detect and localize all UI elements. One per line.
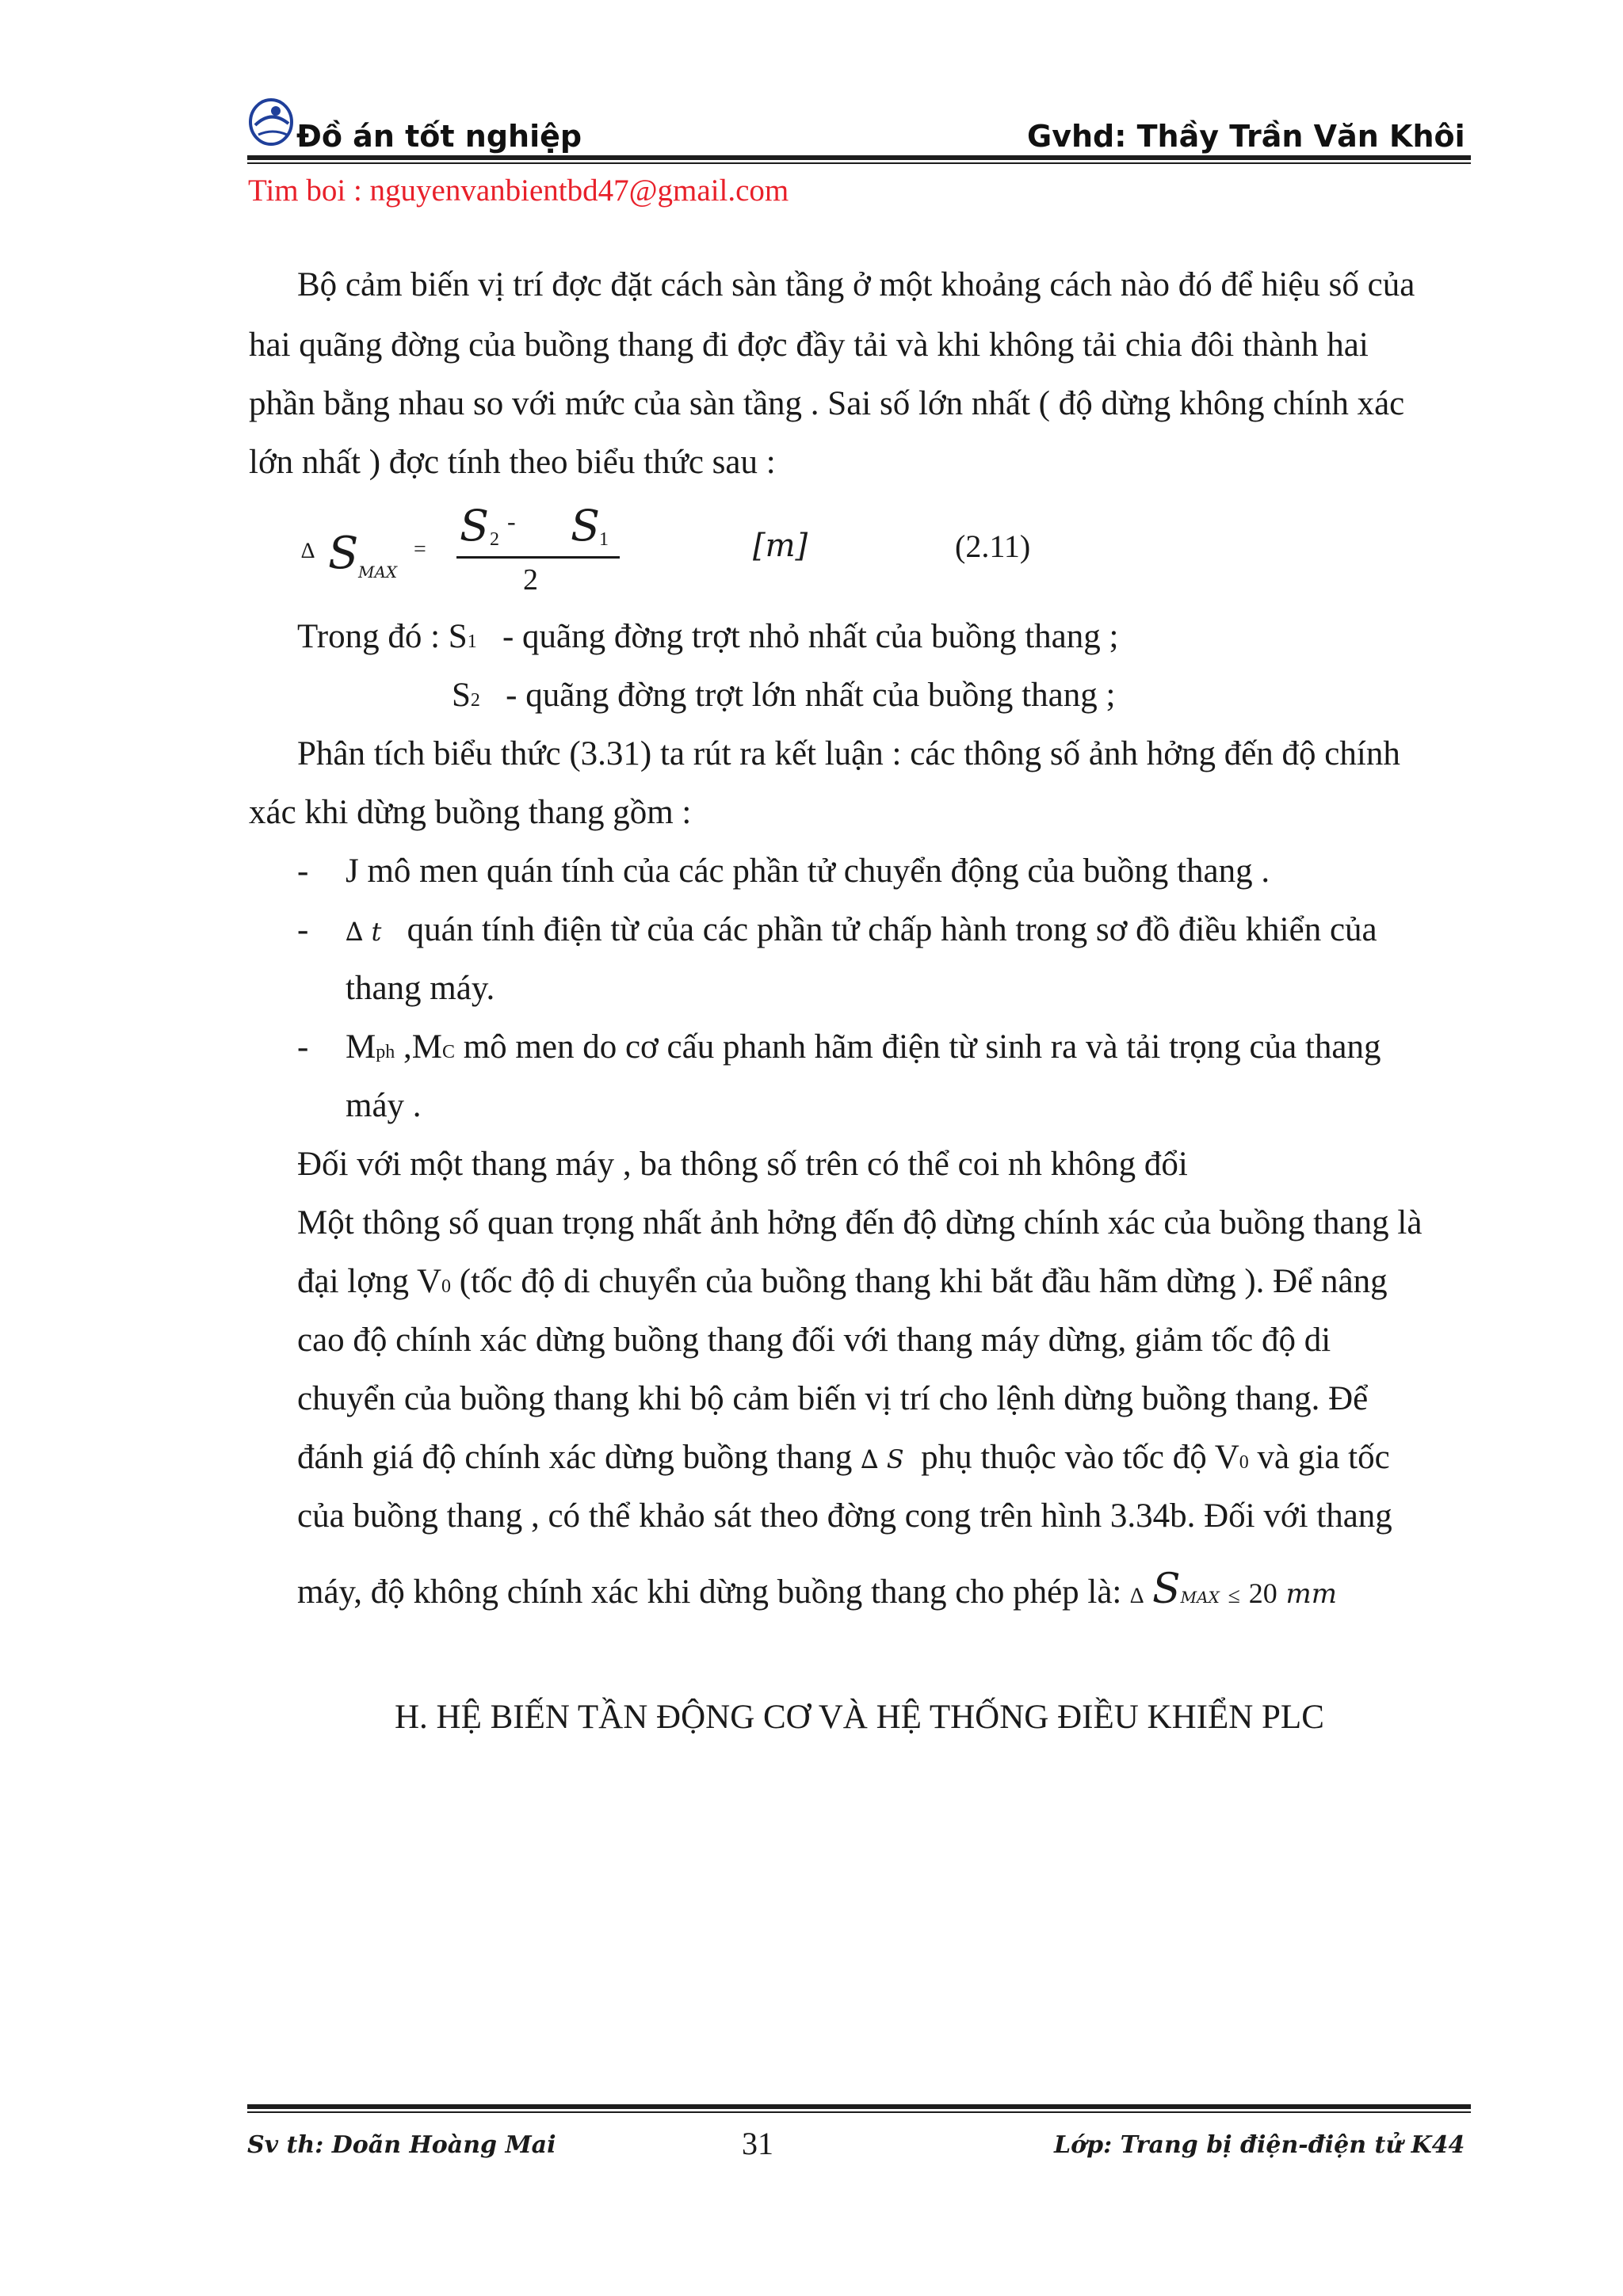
para4-line1: Một thông số quan trọng nhất ảnh hởng đến độ dừng chính xác của buồng thang là [297, 1204, 1423, 1241]
header-left-title: Đồ án tốt nghiệp [296, 119, 582, 154]
bullet-3-mid: ,M [395, 1028, 442, 1066]
where-s2-symbol: S [452, 677, 471, 714]
para4-l7-delta: ∆ [1130, 1584, 1144, 1608]
para4-line3: cao độ chính xác dừng buồng thang đối với thang máy dừng, giảm tốc độ di [297, 1322, 1331, 1359]
header-rule [247, 155, 1471, 160]
formula-num-b-sub: 1 [599, 529, 609, 550]
para4-l5-a: đánh giá độ chính xác dừng buồng thang [297, 1439, 853, 1476]
email-line: Tim boi : nguyenvanbientbd47@gmail.com [248, 174, 789, 208]
formula-minus: - [507, 507, 516, 536]
para4-l7-sub: MAX [1180, 1588, 1220, 1607]
formula-number: (2.11) [955, 528, 1031, 564]
bullet-3-m: M [346, 1028, 376, 1066]
para1-line4: lớn nhất ) đợc tính theo biểu thức sau : [249, 444, 776, 481]
para4-l2-a: đại lợng V [297, 1263, 441, 1300]
formula-num-a-sub: 2 [490, 529, 499, 550]
where-s2-text: - quãng đờng trợt lớn nhất của buồng thang ; [506, 677, 1116, 714]
para4-l5-b: phụ thuộc vào tốc độ V [921, 1439, 1239, 1476]
para4-line4: chuyển của buồng thang khi bộ cảm biến vị trí cho lệnh dừng buồng thang. Để [297, 1380, 1369, 1417]
formula-delta: ∆ [301, 539, 315, 563]
bullet-3-sub-ph: ph [376, 1042, 395, 1062]
page-number: 31 [742, 2126, 773, 2161]
bullet-2-line2: thang máy. [346, 970, 495, 1007]
para4-l5-sub: 0 [1239, 1452, 1249, 1473]
bullet-dash-2: - [297, 911, 309, 948]
para4-l7-a: máy, độ không chính xác khi dừng buồng thang cho phép là: [297, 1573, 1122, 1611]
where-prefix: Trong đó : S [297, 618, 468, 655]
para4-line2 [297, 1264, 1388, 1299]
header-rule-thin [247, 162, 1471, 164]
footer-rule-thin [247, 2111, 1471, 2113]
formula-num-b: S [571, 501, 600, 551]
para1-line1: Bộ cảm biến vị trí đợc đặt cách sàn tầng ở một khoảng cách nào đó để hiệu số của [297, 266, 1415, 303]
para3: Đối với một thang máy , ba thông số trên có thể coi nh không đổi [297, 1146, 1188, 1183]
bullet-3-sub-c: C [441, 1042, 455, 1062]
formula-2-11 [293, 501, 1054, 597]
fraction-bar [456, 556, 620, 559]
bullet-dash-3: - [297, 1028, 309, 1066]
para4-l7-le: ≤ [1228, 1584, 1240, 1608]
para4-line7 [297, 1566, 1337, 1613]
footer-left: Sv th: Doãn Hoàng Mai [247, 2131, 556, 2159]
formula-lhs: S [328, 528, 359, 579]
para4-l7-s: S [1152, 1566, 1181, 1613]
delta-t-symbol: ∆ t [346, 917, 382, 947]
delta-s-symbol: ∆ S [861, 1444, 904, 1474]
where-s1-text: - quãng đờng trợt nhỏ nhất của buồng thang ; [502, 618, 1119, 655]
where-s1-sub: 1 [467, 631, 477, 652]
para4-l7-val: 20 [1248, 1577, 1277, 1609]
para2-line1: Phân tích biểu thức (3.31) ta rút ra kết luận : các thông số ảnh hởng đến độ chính [297, 735, 1400, 772]
where-s2 [452, 678, 1115, 712]
formula-denominator: 2 [523, 563, 538, 597]
para4-l2-sub: 0 [441, 1276, 451, 1297]
formula-num-a: S [460, 501, 489, 551]
footer-rule [247, 2104, 1471, 2109]
bullet-1: J mô men quán tính của các phần tử chuyển động của buồng thang . [346, 852, 1270, 890]
bullet-2-line1 [346, 913, 1377, 947]
bullet-3-line1 [346, 1030, 1381, 1064]
para4-line5 [297, 1440, 1390, 1474]
bullet-2-text: quán tính điện từ của các phần tử chấp hành trong sơ đồ điều khiển của [407, 911, 1377, 948]
para4-line6: của buồng thang , có thể khảo sát theo đờng cong trên hình 3.34b. Đối với thang [297, 1497, 1392, 1535]
where-s1 [297, 620, 1118, 654]
header-right-title: Gvhd: Thầy Trần Văn Khôi [1027, 119, 1465, 154]
para1-line2: hai quãng đờng của buồng thang đi đợc đầy tải và khi không tải chia đôi thành hai [249, 326, 1369, 364]
para4-l2-b: (tốc độ di chuyển của buồng thang khi bắt đầu hãm dừng ). Để nâng [451, 1263, 1388, 1300]
bullet-3-text: mô men do cơ cấu phanh hãm điện từ sinh ra và tải trọng của thang [454, 1028, 1381, 1066]
para2-line2: xác khi dừng buồng thang gồm : [249, 794, 692, 831]
where-s2-sub: 2 [470, 690, 480, 711]
section-heading: H. HỆ BIẾN TẦN ĐỘNG CƠ VÀ HỆ THỐNG ĐIỀU KHIỂN PLC [395, 1699, 1324, 1736]
formula-lhs-sub: MAX [358, 563, 398, 582]
para4-l7-unit: mm [1285, 1578, 1337, 1610]
para4-l5-c: và gia tốc [1248, 1439, 1390, 1476]
bullet-dash-1: - [297, 852, 309, 890]
bullet-3-line2: máy . [346, 1087, 422, 1124]
formula-unit: [m] [753, 528, 808, 564]
formula-eq: = [414, 537, 426, 562]
para1-line3: phần bằng nhau so với mức của sàn tầng . Sai số lớn nhất ( độ dừng không chính xác [249, 385, 1405, 422]
footer-right: Lớp: Trang bị điện-điện tử K44 [1054, 2131, 1465, 2159]
logo-icon [247, 93, 296, 149]
